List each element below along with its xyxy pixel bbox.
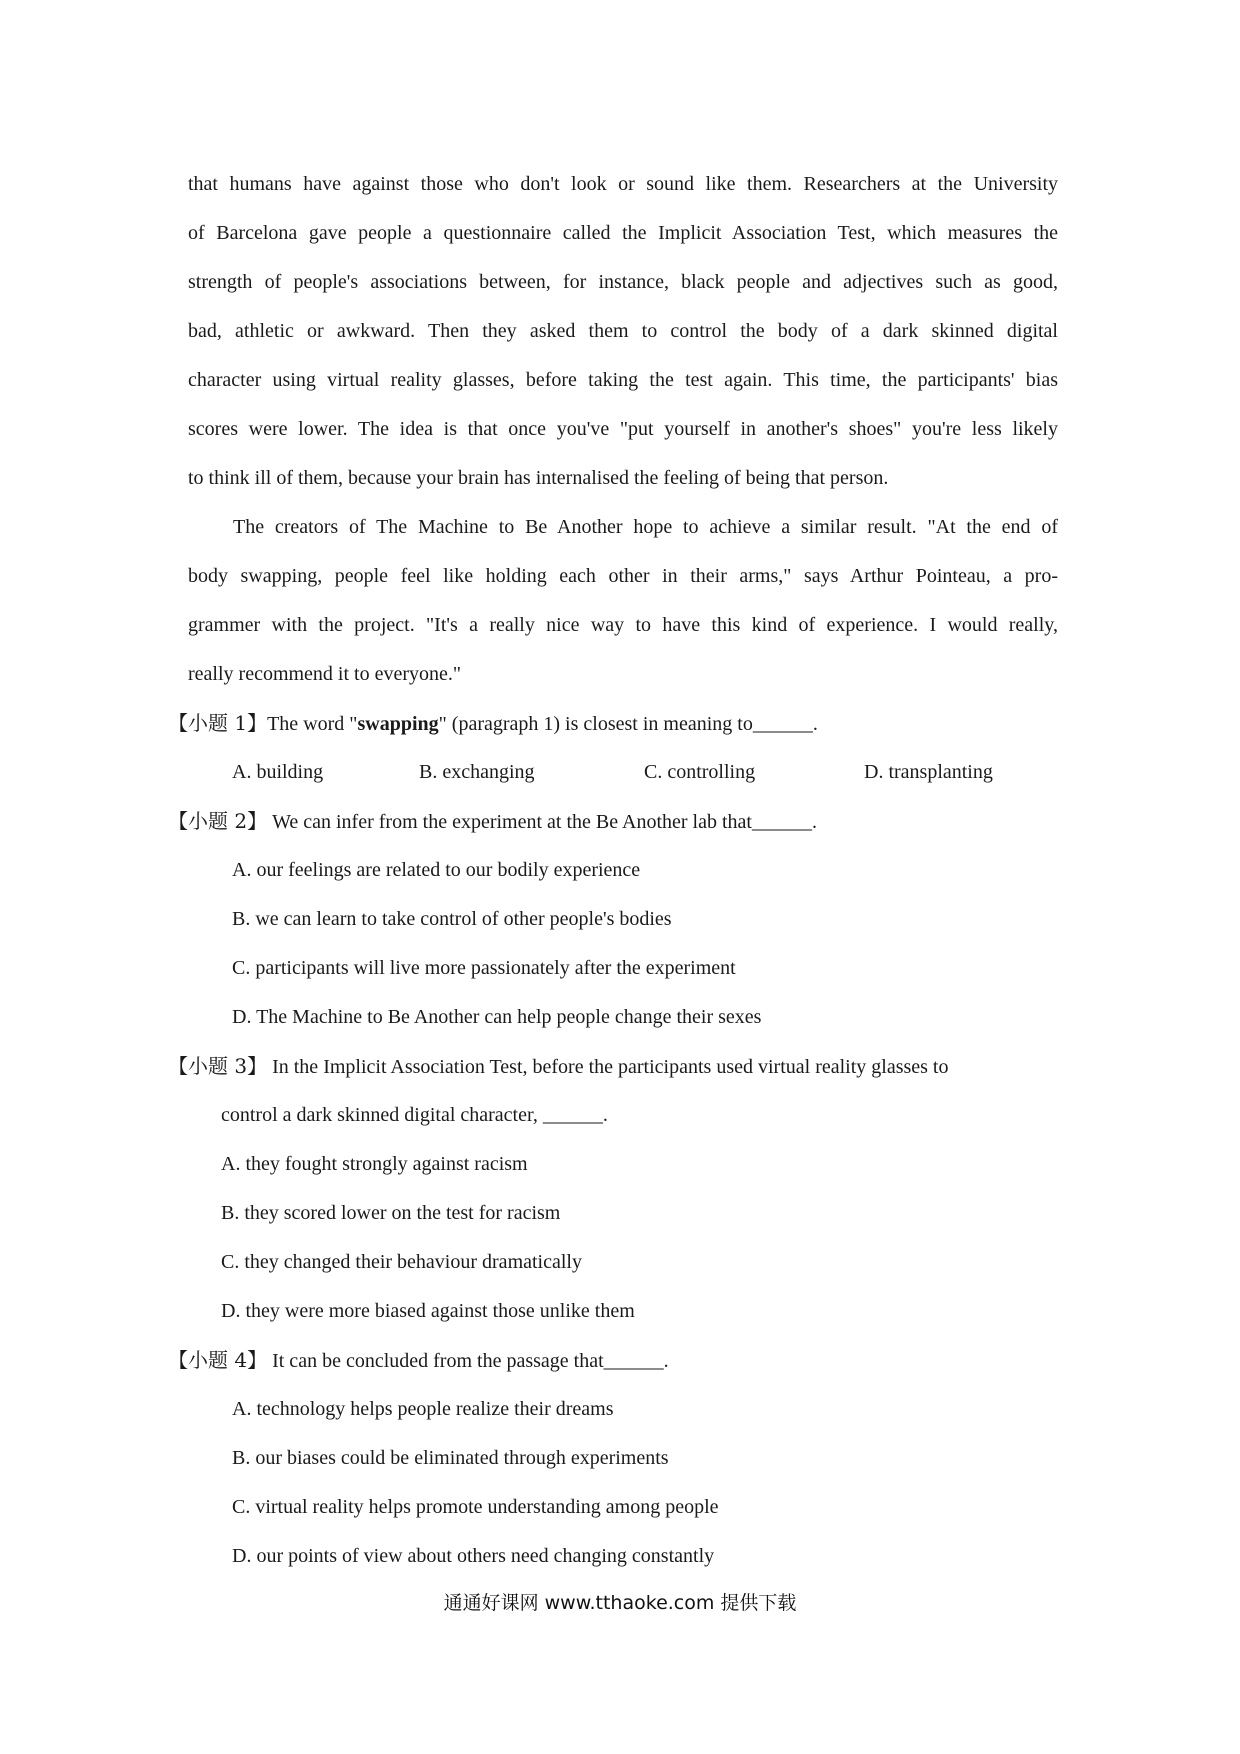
option-c[interactable]: C. controlling — [644, 761, 756, 783]
paragraph-line: scores were lower. The idea is that once you've "put yourself in another's shoes" you're less likely — [188, 418, 1058, 440]
question-stem — [168, 1336, 1058, 1385]
paragraph-line: body swapping, people feel like holding each other in their arms," says Arthur Pointeau, a pro- — [188, 565, 1058, 587]
option-a[interactable]: A. building — [232, 761, 324, 783]
option-d[interactable]: D. transplanting — [864, 761, 993, 783]
page-footer: 通通好课网 www.tthaoke.com 提供下载 — [443, 1592, 797, 1614]
option-d[interactable]: D. our points of view about others need changing constantly — [232, 1545, 715, 1567]
question-text-continued: control a dark skinned digital character, ______. — [221, 1104, 608, 1126]
option-a[interactable]: A. they fought strongly against racism — [221, 1153, 528, 1175]
paragraph-line: of Barcelona gave people a questionnaire called the Implicit Association Test, which measures the — [188, 222, 1058, 244]
paragraph-line: character using virtual reality glasses, before taking the test again. This time, the participants' bias — [188, 369, 1058, 391]
paragraph-line: grammer with the project. "It's a really nice way to have this kind of experience. I would really, — [188, 614, 1058, 636]
question-1 — [168, 699, 1058, 797]
option-c[interactable]: C. they changed their behaviour dramatically — [221, 1251, 582, 1273]
question-stem — [168, 699, 1058, 748]
paragraph-line: bad, athletic or awkward. Then they asked them to control the body of a dark skinned digital — [188, 320, 1058, 342]
question-3 — [168, 1042, 1058, 1336]
question-stem — [168, 797, 1058, 846]
options-row — [188, 748, 1058, 797]
question-number: 【小题 3】 — [168, 1054, 268, 1078]
paragraph-line: strength of people's associations between, for instance, black people and adjectives such as good, — [188, 271, 1058, 293]
option-b[interactable]: B. exchanging — [419, 761, 535, 783]
option-d[interactable]: D. The Machine to Be Another can help people change their sexes — [232, 1006, 762, 1028]
question-text: It can be concluded from the passage that______. — [267, 1350, 669, 1372]
option-b[interactable]: B. they scored lower on the test for racism — [221, 1202, 561, 1224]
question-text: " (paragraph 1) is closest in meaning to______. — [438, 713, 818, 735]
paragraph-line: to think ill of them, because your brain has internalised the feeling of being that person. — [188, 467, 889, 489]
document-content — [168, 160, 1058, 1581]
paragraph-line: that humans have against those who don't look or sound like them. Researchers at the University — [188, 173, 1058, 195]
question-2 — [168, 797, 1058, 1042]
question-text: The word " — [267, 713, 358, 735]
passage-paragraph-1 — [188, 160, 1058, 503]
option-b[interactable]: B. we can learn to take control of other people's bodies — [232, 908, 672, 930]
paragraph-line: really recommend it to everyone." — [188, 663, 462, 685]
option-a[interactable]: A. technology helps people realize their dreams — [232, 1398, 614, 1420]
question-stem — [168, 1042, 1058, 1091]
question-number: 【小题 2】 — [168, 809, 268, 833]
option-b[interactable]: B. our biases could be eliminated through experiments — [232, 1447, 669, 1469]
option-c[interactable]: C. virtual reality helps promote understanding among people — [232, 1496, 719, 1518]
passage-paragraph-2 — [188, 503, 1058, 699]
question-4 — [168, 1336, 1058, 1581]
option-a[interactable]: A. our feelings are related to our bodily experience — [232, 859, 641, 881]
question-keyword: swapping — [357, 713, 439, 735]
question-number: 【小题 1】 — [168, 711, 268, 735]
paragraph-line: The creators of The Machine to Be Another hope to achieve a similar result. "At the end of — [233, 516, 1058, 538]
option-c[interactable]: C. participants will live more passionately after the experiment — [232, 957, 736, 979]
option-d[interactable]: D. they were more biased against those unlike them — [221, 1300, 635, 1322]
question-text: In the Implicit Association Test, before the participants used virtual reality glasses to — [267, 1056, 949, 1078]
question-text: We can infer from the experiment at the Be Another lab that______. — [267, 811, 817, 833]
question-number: 【小题 4】 — [168, 1348, 268, 1372]
